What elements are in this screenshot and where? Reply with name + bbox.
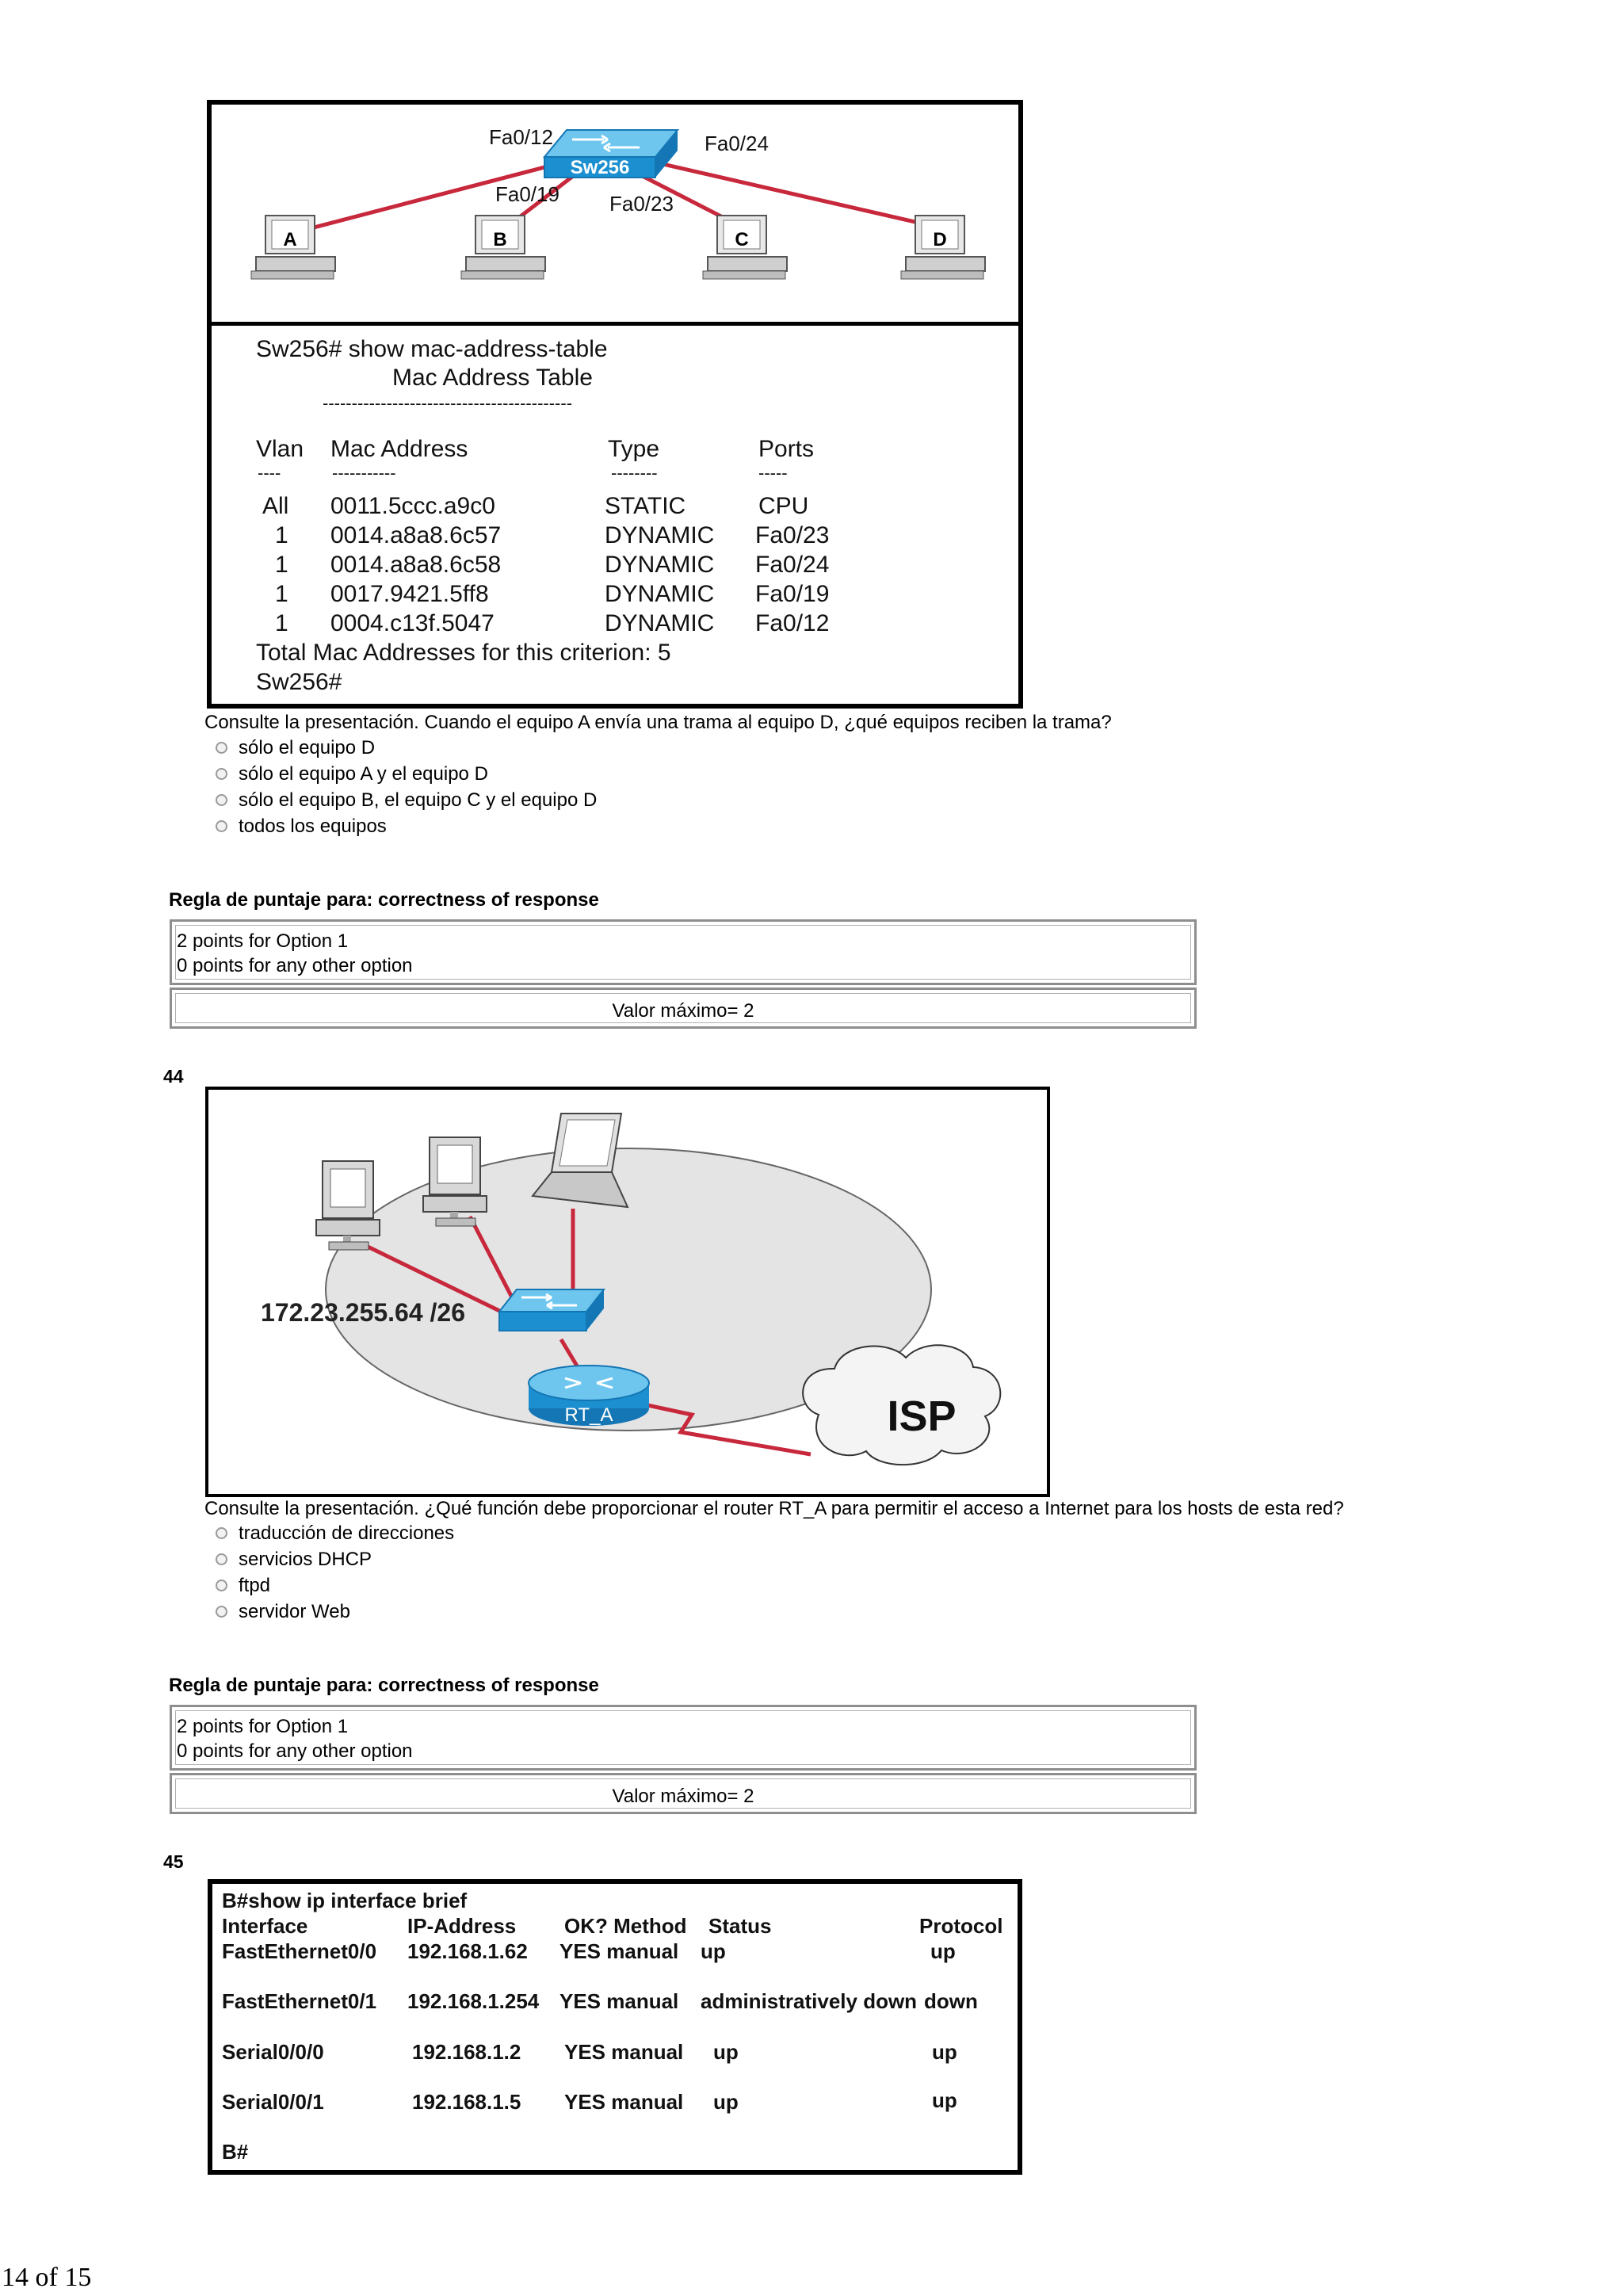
router-label: RT_A — [564, 1404, 613, 1426]
dash-vlan: ---- — [258, 463, 281, 483]
cli-prompt: Sw256# — [256, 669, 342, 695]
option-item[interactable] — [216, 813, 597, 839]
radio-button[interactable] — [216, 1527, 227, 1539]
mac-cell: Fa0/23 — [755, 522, 830, 548]
scoring-rule-title: Regla de puntaje para: correctness of response — [169, 889, 599, 911]
header-type: Type — [608, 436, 660, 462]
header-mac: Mac Address — [330, 436, 468, 462]
scoring-line: 0 points for any other option — [177, 1740, 413, 1762]
port-label-fa0-19: Fa0/19 — [495, 182, 559, 206]
table-title: Mac Address Table — [392, 365, 593, 391]
mac-cell: 0017.9421.5ff8 — [330, 581, 489, 607]
header-status: Status — [708, 1914, 772, 1938]
mac-cell: Fa0/24 — [755, 552, 830, 578]
mac-cell: DYNAMIC — [605, 610, 715, 636]
interface-cell: administratively down — [701, 1989, 918, 2013]
mac-cell: 0014.a8a8.6c58 — [330, 552, 502, 578]
interface-cell: 192.168.1.5 — [412, 2090, 521, 2114]
switch-label: Sw256 — [570, 157, 630, 178]
option-item[interactable] — [216, 761, 597, 787]
mac-cell: 1 — [275, 610, 288, 636]
mac-cell: DYNAMIC — [605, 522, 715, 548]
mac-cell: 1 — [275, 522, 288, 548]
header-ports: Ports — [758, 436, 815, 462]
option-label: sólo el equipo A y el equipo D — [239, 762, 488, 785]
figure-divider — [212, 322, 1018, 326]
interface-cell: up — [932, 2088, 957, 2112]
radio-button[interactable] — [216, 768, 227, 780]
dash-mac: ----------- — [332, 463, 396, 483]
mac-cell: 0004.c13f.5047 — [330, 610, 495, 636]
q43-topology — [212, 105, 1018, 327]
max-value-label: Valor máximo= 2 — [612, 1786, 754, 1807]
option-item[interactable] — [216, 1546, 454, 1572]
mac-total: Total Mac Addresses for this criterion: 5 — [256, 640, 671, 666]
option-label: servicios DHCP — [239, 1548, 372, 1570]
option-item[interactable] — [216, 1572, 454, 1599]
mac-cell: Fa0/12 — [755, 610, 830, 636]
scoring-box — [170, 919, 1197, 985]
options-list — [216, 1520, 454, 1625]
radio-button[interactable] — [216, 1606, 227, 1618]
interface-cell: FastEthernet0/0 — [222, 1939, 377, 1963]
radio-button[interactable] — [216, 820, 227, 832]
header-ok-method: OK? Method — [564, 1914, 687, 1938]
mac-cell: CPU — [758, 493, 809, 519]
radio-button[interactable] — [216, 742, 227, 754]
page-counter: 14 of 15 — [2, 2263, 92, 2292]
question-text: Consulte la presentación. Cuando el equipo A envía una trama al equipo D, ¿qué equipos reciben la trama? — [204, 712, 1112, 733]
scoring-box — [170, 1705, 1197, 1771]
table-separator: ------------------------------------------- — [323, 393, 573, 413]
mac-cell: DYNAMIC — [605, 552, 715, 578]
header-protocol: Protocol — [919, 1914, 1003, 1938]
mac-cell: Fa0/19 — [755, 581, 830, 607]
mac-cell: DYNAMIC — [605, 581, 715, 607]
mac-cell: All — [262, 493, 289, 519]
pc-label-a: A — [283, 229, 297, 250]
interface-cell: YES manual — [564, 2090, 684, 2114]
dash-type: -------- — [611, 463, 658, 483]
options-list — [216, 735, 597, 839]
option-label: servidor Web — [239, 1600, 350, 1622]
radio-button[interactable] — [216, 794, 227, 806]
question-text: Consulte la presentación. ¿Qué función debe proporcionar el router RT_A para permitir el acceso a Internet para los hosts de esta red? — [204, 1498, 1344, 1519]
header-interface: Interface — [222, 1914, 308, 1938]
question-number: 45 — [163, 1851, 184, 1872]
interface-cell: down — [924, 1989, 978, 2013]
interface-cell: FastEthernet0/1 — [222, 1989, 377, 2013]
interface-cell: Serial0/0/0 — [222, 2040, 324, 2064]
interface-cell: up — [932, 2040, 957, 2064]
pc-label-c: C — [735, 229, 749, 250]
option-label: traducción de direcciones — [239, 1522, 455, 1544]
header-vlan: Vlan — [256, 436, 304, 462]
scoring-line: 0 points for any other option — [177, 955, 413, 976]
radio-button[interactable] — [216, 1580, 227, 1591]
q44-figure — [205, 1087, 1050, 1497]
radio-button[interactable] — [216, 1553, 227, 1565]
option-label: sólo el equipo D — [239, 736, 376, 758]
port-label-fa0-12: Fa0/12 — [489, 125, 553, 149]
mac-cell: 1 — [275, 552, 288, 578]
interface-cell: YES manual — [564, 2040, 684, 2064]
cli-command: B#show ip interface brief — [222, 1889, 468, 1912]
port-label-fa0-24: Fa0/24 — [705, 132, 769, 155]
interface-cell: 192.168.1.62 — [407, 1939, 528, 1963]
pc-label-b: B — [493, 229, 507, 250]
option-label: ftpd — [239, 1574, 271, 1596]
scoring-rule-title: Regla de puntaje para: correctness of response — [169, 1675, 599, 1696]
mac-cell: 1 — [275, 581, 288, 607]
option-item[interactable] — [216, 735, 597, 761]
interface-cell: 192.168.1.254 — [407, 1989, 540, 2013]
max-value-box — [170, 988, 1197, 1029]
interface-cell: up — [701, 1939, 726, 1963]
header-ip: IP-Address — [407, 1914, 517, 1938]
option-item[interactable] — [216, 1520, 454, 1546]
port-label-fa0-23: Fa0/23 — [609, 192, 674, 216]
interface-cell: YES manual — [559, 1939, 679, 1963]
network-address-label: 172.23.255.64 /26 — [261, 1298, 466, 1327]
pc-label-d: D — [933, 229, 947, 250]
scoring-line: 2 points for Option 1 — [177, 930, 349, 952]
max-value-box — [170, 1773, 1197, 1814]
option-item[interactable] — [216, 1599, 454, 1625]
isp-label: ISP — [887, 1392, 957, 1440]
q43-figure — [207, 100, 1023, 709]
cli-command: Sw256# show mac-address-table — [256, 336, 608, 362]
interface-cell: 192.168.1.2 — [412, 2040, 521, 2064]
scoring-line: 2 points for Option 1 — [177, 1716, 349, 1737]
option-label: todos los equipos — [239, 815, 387, 837]
interface-cell: YES manual — [559, 1989, 679, 2013]
cli-prompt: B# — [222, 2140, 249, 2164]
mac-cell: 0011.5ccc.a9c0 — [330, 493, 495, 519]
option-label: sólo el equipo B, el equipo C y el equipo D — [239, 789, 598, 811]
mac-cell: STATIC — [605, 493, 686, 519]
interface-cell: up — [713, 2040, 739, 2064]
switch-icon — [499, 1289, 604, 1331]
q45-figure — [208, 1879, 1022, 2175]
question-number: 44 — [163, 1066, 184, 1087]
mac-cell: 0014.a8a8.6c57 — [330, 522, 502, 548]
option-item[interactable] — [216, 787, 597, 813]
interface-cell: up — [930, 1939, 956, 1963]
q44-network-diagram — [208, 1090, 1047, 1494]
dash-ports: ----- — [758, 463, 788, 483]
interface-cell: up — [713, 2090, 739, 2114]
interface-cell: Serial0/0/1 — [222, 2090, 324, 2114]
max-value-label: Valor máximo= 2 — [612, 1000, 754, 1022]
